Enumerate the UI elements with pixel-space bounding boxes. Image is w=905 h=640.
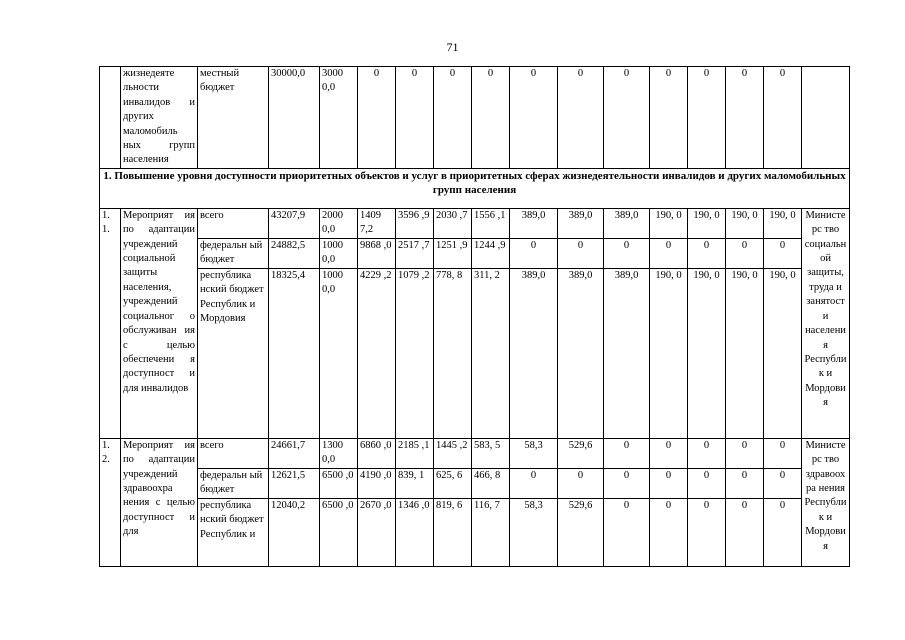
cell-value: 0 <box>688 67 726 169</box>
cell-value: 18325,4 <box>269 268 320 438</box>
cell-value: 6860 ,0 <box>358 438 396 468</box>
cell-value: 389,0 <box>510 268 558 438</box>
cell-value: 0 <box>604 438 650 468</box>
cell-value: 190, 0 <box>688 208 726 238</box>
cell-value: 1244 ,9 <box>472 238 510 268</box>
cell-value: 0 <box>726 498 764 566</box>
cell-value: 0 <box>510 468 558 498</box>
cell-value: 0 <box>688 238 726 268</box>
cell-value: 389,0 <box>510 208 558 238</box>
cell-value: 2517 ,7 <box>396 238 434 268</box>
cell-value: 2185 ,1 <box>396 438 434 468</box>
cell-value: 0 <box>764 67 802 169</box>
measure-name: Мероприят ия по адаптации учреждений социальной защиты населения, учреждений социальног о обслуживан ия с целью обеспечени я доступност и для инвалидов <box>121 208 198 438</box>
cell-value: 389,0 <box>558 208 604 238</box>
cell-value: 0 <box>726 468 764 498</box>
measure-name: жизнедеяте льности инвалидов и других маломобиль ных групп населения <box>121 67 198 169</box>
cell-value: 190, 0 <box>726 208 764 238</box>
measure-name: Мероприят ия по адаптации учреждений здравоохра нения с целью доступност и для <box>121 438 198 566</box>
cell-value: 190, 0 <box>764 268 802 438</box>
cell-value: 2670 ,0 <box>358 498 396 566</box>
cell-value: 0 <box>726 438 764 468</box>
cell-value: 3000 0,0 <box>320 67 358 169</box>
cell-value: 1251 ,9 <box>434 238 472 268</box>
cell-value: 190, 0 <box>726 268 764 438</box>
table-row <box>100 268 850 438</box>
funding-source: федеральн ый бюджет <box>198 238 269 268</box>
table-row <box>100 438 850 468</box>
cell-value: 0 <box>604 498 650 566</box>
cell-value: 0 <box>510 238 558 268</box>
cell-value: 0 <box>604 238 650 268</box>
funding-source: всего <box>198 438 269 468</box>
cell-value: 819, 6 <box>434 498 472 566</box>
cell-value: 0 <box>688 438 726 468</box>
cell-value: 0 <box>558 67 604 169</box>
cell-value: 190, 0 <box>650 268 688 438</box>
cell-value: 1000 0,0 <box>320 238 358 268</box>
cell-value: 0 <box>650 498 688 566</box>
executor: Министерс тво здравоохра нения Республик и Мордовия <box>802 438 850 566</box>
cell-value: 0 <box>558 238 604 268</box>
cell-value: 0 <box>358 67 396 169</box>
cell-value: 190, 0 <box>688 268 726 438</box>
cell-value: 0 <box>604 67 650 169</box>
cell-value: 190, 0 <box>650 208 688 238</box>
cell-value: 58,3 <box>510 438 558 468</box>
executor <box>802 67 850 169</box>
funding-source: республика нский бюджет Республик и <box>198 498 269 566</box>
cell-value: 0 <box>764 238 802 268</box>
cell-value: 1079 ,2 <box>396 268 434 438</box>
cell-value: 0 <box>510 67 558 169</box>
cell-value: 0 <box>726 238 764 268</box>
cell-value: 0 <box>650 468 688 498</box>
cell-value: 389,0 <box>604 208 650 238</box>
cell-value: 466, 8 <box>472 468 510 498</box>
cell-value: 529,6 <box>558 438 604 468</box>
cell-value: 1300 0,0 <box>320 438 358 468</box>
cell-value: 389,0 <box>558 268 604 438</box>
cell-value: 6500 ,0 <box>320 498 358 566</box>
cell-value: 12040,2 <box>269 498 320 566</box>
table-row <box>100 468 850 498</box>
cell-value: 30000,0 <box>269 67 320 169</box>
cell-value: 0 <box>764 468 802 498</box>
executor: Министерс тво социальной защиты, труда и занятости населения Республик и Мордовия <box>802 208 850 438</box>
table-row <box>100 208 850 238</box>
cell-value: 778, 8 <box>434 268 472 438</box>
funding-source: республика нский бюджет Республик и Мордовия <box>198 268 269 438</box>
cell-value: 4190 ,0 <box>358 468 396 498</box>
cell-value: 0 <box>604 468 650 498</box>
funding-source: местный бюджет <box>198 67 269 169</box>
cell-value: 0 <box>434 67 472 169</box>
cell-num <box>100 67 121 169</box>
cell-value: 583, 5 <box>472 438 510 468</box>
cell-value: 2030 ,7 <box>434 208 472 238</box>
section-title: 1. Повышение уровня доступности приоритетных объектов и услуг в приоритетных сферах жизнедеятельности инвалидов и других маломобильных групп населения <box>100 168 850 208</box>
cell-value: 0 <box>764 498 802 566</box>
cell-value: 58,3 <box>510 498 558 566</box>
cell-value: 24882,5 <box>269 238 320 268</box>
cell-value: 0 <box>650 438 688 468</box>
cell-value: 0 <box>650 67 688 169</box>
cell-value: 0 <box>726 67 764 169</box>
budget-table <box>99 66 850 567</box>
cell-value: 24661,7 <box>269 438 320 468</box>
cell-value: 4229 ,2 <box>358 268 396 438</box>
cell-value: 6500 ,0 <box>320 468 358 498</box>
cell-value: 389,0 <box>604 268 650 438</box>
table-row <box>100 67 850 169</box>
section-row <box>100 168 850 208</box>
table-row <box>100 498 850 566</box>
cell-value: 839, 1 <box>396 468 434 498</box>
funding-source: всего <box>198 208 269 238</box>
cell-value: 1409 7,2 <box>358 208 396 238</box>
cell-value: 12621,5 <box>269 468 320 498</box>
cell-value: 311, 2 <box>472 268 510 438</box>
cell-value: 0 <box>558 468 604 498</box>
cell-value: 1445 ,2 <box>434 438 472 468</box>
cell-value: 116, 7 <box>472 498 510 566</box>
cell-value: 0 <box>650 238 688 268</box>
cell-value: 0 <box>688 498 726 566</box>
cell-value: 0 <box>764 438 802 468</box>
page-number: 71 <box>446 40 459 54</box>
cell-value: 1346 ,0 <box>396 498 434 566</box>
measure-number: 1. 1. <box>100 208 121 438</box>
cell-value: 0 <box>472 67 510 169</box>
cell-value: 1556 ,1 <box>472 208 510 238</box>
table-row <box>100 238 850 268</box>
cell-value: 0 <box>688 468 726 498</box>
cell-value: 529,6 <box>558 498 604 566</box>
cell-value: 1000 0,0 <box>320 268 358 438</box>
cell-value: 3596 ,9 <box>396 208 434 238</box>
cell-value: 43207,9 <box>269 208 320 238</box>
funding-source: федеральн ый бюджет <box>198 468 269 498</box>
cell-value: 625, 6 <box>434 468 472 498</box>
cell-value: 9868 ,0 <box>358 238 396 268</box>
cell-value: 190, 0 <box>764 208 802 238</box>
cell-value: 0 <box>396 67 434 169</box>
measure-number: 1. 2. <box>100 438 121 566</box>
cell-value: 2000 0,0 <box>320 208 358 238</box>
